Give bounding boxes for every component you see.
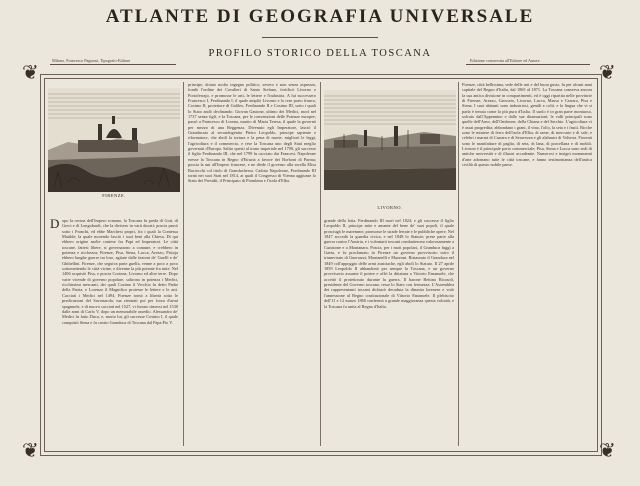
publisher-note-right: Edizione conservata all'Editore ed Autore: [470, 58, 540, 63]
pubnote-rule-left: [50, 64, 176, 65]
corner-ornament-top-left: ❦: [22, 60, 39, 84]
pubnote-rule-right: [466, 64, 590, 65]
engraving-firenze: [48, 88, 180, 192]
text-column-4: [462, 82, 592, 444]
column-divider-1: [183, 82, 184, 446]
engraving-livorno: [324, 90, 456, 190]
text-column-3: [324, 218, 454, 444]
caption-firenze: FIRENZE.: [102, 193, 126, 198]
corner-ornament-bottom-right: ❦: [599, 438, 616, 462]
corner-ornament-bottom-left: ❦: [22, 438, 39, 462]
column-divider-2: [320, 82, 321, 446]
text-column-2: [188, 82, 316, 444]
publisher-note-left: Milano, Francesco Pagnoni, Tipografo-Editore: [52, 58, 131, 63]
page-subtitle: PROFILO STORICO DELLA TOSCANA: [208, 48, 432, 59]
column-2-text: principe, dotato molto ingegno politico, severo e non senza asprezza, fondò l'ordine dei Cavalieri di Santo Stefano, fortificò Livorno e Portoferrajo, e promosse le arti, le lettere e l'industria. A lui successero Francesco I, Ferdinando I, il quale ampliò Livorno e lo rese porto franco, Cosimo II, protettore di Galileo, Ferdinando II e Cosimo III, sotto i quali lo Stato andò declinando. Giovan Gastone, ultimo dei Medici, morì nel 1737 senza figli, e la Toscana, per le convenzioni delle Potenze europee, passò a Francesco di Lorena, marito di Maria Teresa, il quale la governò per mezzo di una Reggenza. Divenuto egli Imperatore, lasciò il Granducato al secondogenito Pietro Leopoldo, principe sapiente e riformatore, che abolì la tortura e la pena di morte, migliorò le leggi, l'agricoltura e il commercio, e rese la Toscana uno degli Stati meglio governati d'Europa. Salito questi al trono imperiale nel 1790, gli successe il figlio Ferdinando III, che nel 1799 fu cacciato dai Francesi. Napoleone eresse la Toscana in Regno d'Etruria a favore dei Borboni di Parma; poscia la uni all'Impero francese, e ne diede il governo alla sorella Elisa Baciocchi col titolo di Granduchessa. Caduto Napoleone, Ferdinando III tornò nei suoi Stati nel 1814, ai quali il Congresso di Vienna aggiunse lo Stato dei Presidii, il Principato di Piombino e l'isola d'Elba.: [188, 82, 316, 184]
column-3-text: grande della lotta. Ferdinando III morì nel 1824, e gli successe il figlio Leopoldo II, principe mite e amante del bene de' suoi popoli, il quale prosciugò le maremme, promosse le strade ferrate e le pubbliche opere. Nel 1847 accordò la guardia civica, e nel 1848 lo Statuto; prese parte alla guerra contro l'Austria, e i volontarii toscani combatterono valorosamente a Curtatone e a Montanara. Poscia, per i moti popolari, il Granduca fuggì a Gaeta, e fu proclamato in Firenze un governo provvisorio sotto il triumvirato di Guerrazzi, Montanelli e Mazzoni. Ristaurato il Granduca nel 1849 coll'appoggio delle armi austriache, egli abolì lo Statuto. Il 27 aprile 1859 Leopoldo II abbandonò per sempre la Toscana, e un governo provvisorio assunse il potere e offrì la dittatura a Vittorio Emanuele, che accettò il protettorato durante la guerra. Il barone Bettino Ricasoli, presidente del Governo toscano, resse lo Stato con fermezza. L'Assemblea dei rappresentanti toscani dichiarò decaduta la dinastia lorenese e votò l'annessione al Regno costituzionale di Vittorio Emanuele. Il plebiscito dell'11 e 12 marzo 1860 confermò a grande maggioranza questa volontà, e la Toscana fu unita al Regno d'Italia.: [324, 218, 454, 309]
title-rule: [262, 37, 378, 38]
column-1-text: opo la rovina dell'Impero romano, la Toscana fu preda di Goti, di Greci e di Longobardi, che la divisero in varii ducati; poscia passò sotto i Franchi, ed ebbe Marchesi propri, fra i quali la Contessa Matilde, la quale morendo lasciò i suoi beni alla Chiesa. Di qui ebbero origine molte contese fra Papi ed Imperatori. Le città toscane, fattesi libere, si governarono a comune, e crebbero in potenza e ricchezza; Firenze, Pisa, Siena, Lucca, Arezzo, Pistoja ebbero lunghe guerre tra loro, agitate dalle fazioni de' Guelfi e de' Ghibellini. Firenze, che seguiva parte guelfa, venne a poco a poco sottomettendo le città vicine, e divenne la più potente fra tutte. Nel 1406 acquistò Pisa, e poscia Cortona, Livorno ed altre terre. Dopo varie vicende di governo popolare, salirono in potenza i Medici, ricchissimi mercanti, dei quali Cosimo il Vecchio fu detto Padre della Patria, e Lorenzo il Magnifico protesse le lettere e le arti. Cacciati i Medici nel 1494, Firenze tornò a libertà sotto le predicazioni del Savonarola; ma rientrati poi per forza d'armi spagnuole, e di nuovo cacciati nel 1527, vi furono rimessi nel 1530 dalle armi di Carlo V, dopo un memorabile assedio. Alessandro de' Medici fu fatto Duca, e, morto lui, gli successe Cosimo I, il quale conquistò Siena e fu creato Granduca di Toscana dal Papa Pio V.: [62, 218, 178, 325]
text-column-1: [62, 218, 178, 444]
drop-cap: D: [50, 216, 60, 231]
column-4-text: Firenze, città bellissima, sede delle arti e del buon gusto, fu per alcuni anni capitale del Regno d'Italia, dal 1865 al 1871. La Toscana conserva ancora la sua antica divisione in compartimenti, ed è oggi ripartita nelle provincie di Firenze, Arezzo, Grosseto, Livorno, Lucca, Massa e Carrara, Pisa e Siena. I suoi abitanti sono industriosi, gentili e colti, e la lingua che vi si parla è tenuta come la più pura d'Italia. Il suolo è in gran parte montuoso, solcato dall'Appennino e dalle sue diramazioni; le valli principali sono quelle dell'Arno, dell'Ombrone, della Chiana e del Serchio. L'agricoltura vi è assai progredita; abbondano i grani, il vino, l'olio, la seta e i frutti. Ricche sono le miniere di ferro dell'isola d'Elba, di rame, di mercurio e di sale, e celebri i marmi di Carrara e di Seravezza e gli alabastri di Volterra. Fiorenti sono le manifatture di paglia, di seta, di lana, di porcellana e di mobili. Livorno è il principale porto commerciale; Pisa, Siena e Lucca sono sedi di antiche università e di illustri accademie. Numerosi e insigni monumenti d'arte adornano tutte le città toscane, e fanno testimonianza dell'antica civiltà di questo nobile paese.: [462, 82, 592, 168]
page-title: ATLANTE DI GEOGRAFIA UNIVERSALE: [105, 6, 535, 27]
corner-ornament-top-right: ❦: [599, 60, 616, 84]
column-divider-3: [458, 82, 459, 446]
caption-livorno: LIVORNO.: [377, 205, 403, 210]
